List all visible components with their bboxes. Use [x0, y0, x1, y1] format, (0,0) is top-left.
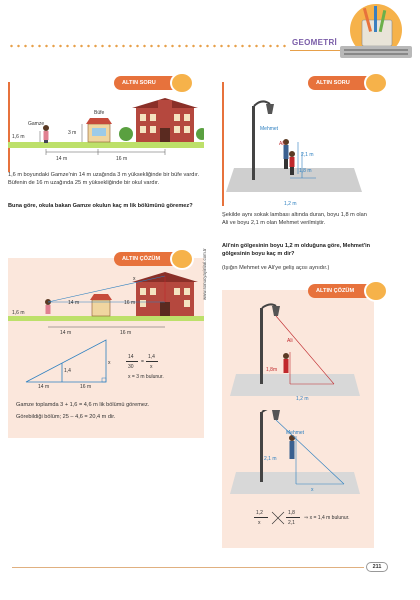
- eq-equals: =: [141, 359, 144, 365]
- left-solution-tab: ALTIN ÇÖZÜM: [114, 252, 186, 266]
- label-h-mehmet: 2,1 m: [301, 152, 314, 158]
- stationery-illustration: [336, 2, 416, 64]
- sol-label-d1: 14 m: [60, 330, 72, 336]
- header-dot-line: [8, 44, 288, 48]
- sol-label-d2: 16 m: [120, 330, 132, 336]
- label-shadow: 1,2 m: [284, 201, 297, 207]
- eq-den2: x: [150, 364, 153, 370]
- sol-label-h-mehmet: 2,1 m: [264, 456, 277, 462]
- tri-label-h: 1,4: [64, 368, 71, 374]
- label-h-bufe: 3 m: [68, 130, 77, 136]
- eq-num1: 14: [128, 354, 134, 360]
- header-underline: [290, 50, 342, 51]
- sol-label-ali: Ali: [287, 338, 293, 344]
- right-question-prompt: Ali'nin gölgesinin boyu 1,2 m olduğuna göre, Mehmet'in gölgesinin boyu kaç m dir?: [222, 243, 371, 257]
- label-d1: 14 m: [56, 156, 68, 162]
- publisher-url: www.sonucyayinlari.com.tr: [202, 248, 207, 300]
- streetlamp-figure: [222, 96, 370, 206]
- label-h-gamze: 1,6 m: [12, 134, 25, 140]
- eq-frac-bar-2: [146, 361, 158, 362]
- lamp-badge-icon: [364, 72, 388, 94]
- r-eq-frac-bar-1: [254, 517, 268, 518]
- right-solution-tab: ALTIN ÇÖZÜM: [308, 284, 376, 298]
- lamp-badge-icon: [170, 72, 194, 94]
- label-ali: Ali: [279, 141, 285, 147]
- eq-num2: 1,4: [148, 354, 155, 360]
- ali-shadow-figure: [226, 302, 372, 402]
- label-d2: 16 m: [116, 156, 128, 162]
- sol-label-shadow-ali: 1,2 m: [296, 396, 309, 402]
- sol-label-x: x: [133, 276, 136, 282]
- left-question-text: 1,6 m boyundaki Gamze'nin 14 m uzağında 3 m yüksekliğinde bir büfe vardır. Büfenin de 16 m uzağında 25 m yüksekliğinde bir okul vardır.: [8, 172, 200, 186]
- footer-line: [12, 567, 364, 568]
- label-h-ali: 1,8 m: [299, 168, 312, 174]
- sol-label-h-low: 1,6 m: [12, 310, 25, 316]
- sol-label-x: x: [311, 487, 314, 493]
- sol-label-mehmet: Mehmet: [286, 430, 305, 436]
- r-eq-den1: x: [258, 520, 261, 526]
- eq-frac-bar-1: [126, 361, 138, 362]
- school-figure: [8, 98, 204, 164]
- tri-label-b1: 14 m: [38, 384, 50, 390]
- page-number: 211: [366, 562, 388, 572]
- solution-line-2: Görebildiği bölüm; 25 – 4,6 = 20,4 m dir.: [16, 414, 116, 420]
- similar-triangle: [24, 338, 114, 388]
- lamp-badge-icon: [364, 280, 388, 302]
- lamp-badge-icon: [170, 248, 194, 270]
- sol-label-h-mid: 16 m: [124, 300, 136, 306]
- eq-den1: 30: [128, 364, 134, 370]
- sol-label-h-ali: 1,8m: [266, 367, 278, 373]
- right-question-tab: ALTIN SORU: [308, 76, 376, 90]
- cross-multiply-icon: [270, 510, 286, 526]
- label-gamze: Gamze: [28, 121, 45, 127]
- label-bufe: Büfe: [94, 110, 105, 116]
- eq-result: x = 3 m bulunur.: [128, 374, 164, 380]
- r-eq-frac-bar-2: [286, 517, 300, 518]
- left-question-tab: ALTIN SORU: [114, 76, 186, 90]
- r-eq-den2: 2,1: [288, 520, 295, 526]
- r-eq-num2: 1,8: [288, 510, 295, 516]
- section-title: GEOMETRİ: [292, 38, 338, 47]
- solution-school-figure: [8, 272, 204, 334]
- right-question-note: (Işığın Mehmet ve Ali'ye geliş açısı aynıdır.): [222, 265, 330, 271]
- tri-label-b2: 16 m: [80, 384, 92, 390]
- mehmet-shadow-figure: [226, 410, 372, 500]
- label-mehmet: Mehmet: [260, 126, 279, 132]
- right-question-text: Şekilde aynı sokak lambası altında duran, boyu 1,8 m olan Ali ve boyu 2,1 m olan Mehmet verilmiştir.: [222, 212, 367, 226]
- tri-label-x: x: [108, 360, 111, 366]
- r-eq-result: ⇒ x = 1,4 m bulunur.: [304, 515, 350, 521]
- sol-label-h-top: 14 m: [68, 300, 80, 306]
- solution-line-1: Gamze toplamda 3 + 1,6 = 4,6 m lik bölümü göremez.: [16, 402, 150, 408]
- left-question-prompt: Buna göre, okula bakan Gamze okulun kaç m lik bölümünü göremez?: [8, 203, 193, 209]
- r-eq-num1: 1,2: [256, 510, 263, 516]
